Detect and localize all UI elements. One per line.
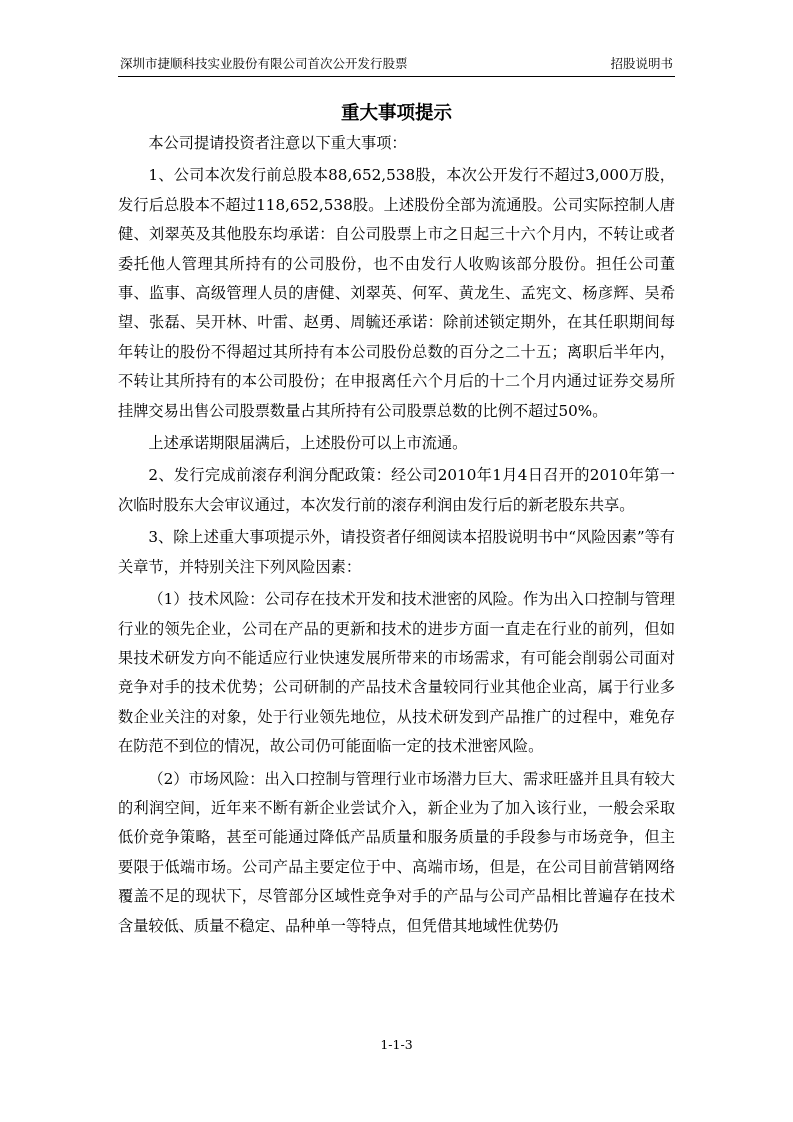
header-company: 深圳市捷顺科技实业股份有限公司首次公开发行股票 xyxy=(120,56,408,71)
paragraph-market-risk: （2）市场风险：出入口控制与管理行业市场潜力巨大、需求旺盛并且具有较大的利润空间，近年来不断有新企业尝试介入，新企业为了加入该行业，一般会采取低价竞争策略，甚至可能通过降低产品质量和服务质量的手段参与市场竞争，但主要限于低端市场。公司产品主要定位于中、高端市场，但是，在公司目前营销网络覆盖不足的现状下，尽管部分区域性竞争对手的产品与公司产品相比普遍存在技术含量较低、质量不稳定、品种单一等特点，但凭借其地域性优势仍 xyxy=(118,769,675,935)
paragraph-lockup-expiry: 上述承诺期限届满后，上述股份可以上市流通。 xyxy=(148,434,468,453)
paragraph-item-1: 1、公司本次发行前总股本88,652,538股，本次公开发行不超过3,000万股，发行后总股本不超过118,652,538股。上述股份全部为流通股。公司实际控制人唐健、刘翠英及其他股东均承诺：自公司股票上市之日起三十六个月内，不转让或者委托他人管理其所持有的公司股份，也不由发行人收购该部分股份。担任公司董事、监事、高级管理人员的唐健、刘翠英、何军、黄龙生、孟宪文、杨彦辉、吴希望、张磊、吴开林、叶雷、赵勇、周毓还承诺：除前述锁定期外，在其任职期间每年转让的股份不得超过其所持有本公司股份总数的百分之二十五；离职后半年内，不转让其所持有的本公司股份；在申报离任六个月后的十二个月内通过证券交易所挂牌交易出售公司股票数量占其所持有公司股票总数的比例不超过50%。 xyxy=(118,166,675,420)
page-title: 重大事项提示 xyxy=(340,103,452,124)
header-doc-type: 招股说明书 xyxy=(610,56,673,71)
page-number: 1-1-3 xyxy=(380,1037,413,1052)
page-header xyxy=(118,54,675,77)
paragraph-tech-risk: （1）技术风险：公司存在技术开发和技术泄密的风险。作为出入口控制与管理行业的领先企业，公司在产品的更新和技术的进步方面一直走在行业的前列，但如果技术研发方向不能适应行业快速发展所带来的市场需求，有可能会削弱公司面对竞争对手的技术优势；公司研制的产品技术含量较同行业其他企业高，属于行业多数企业关注的对象，处于行业领先地位，从技术研发到产品推广的过程中，难免存在防范不到位的情况，故公司仍可能面临一定的技术泄密风险。 xyxy=(118,590,675,756)
paragraph-item-2: 2、发行完成前滚存利润分配政策：经公司2010年1月4日召开的2010年第一次临时股东大会审议通过，本次发行前的滚存利润由发行后的新老股东共享。 xyxy=(118,466,675,514)
paragraph-intro: 本公司提请投资者注意以下重大事项： xyxy=(148,134,407,152)
document-body xyxy=(118,129,675,941)
paragraph-item-3: 3、除上述重大事项提示外，请投资者仔细阅读本招股说明书中“风险因素”等有关章节，并特别关注下列风险因素： xyxy=(118,528,675,576)
